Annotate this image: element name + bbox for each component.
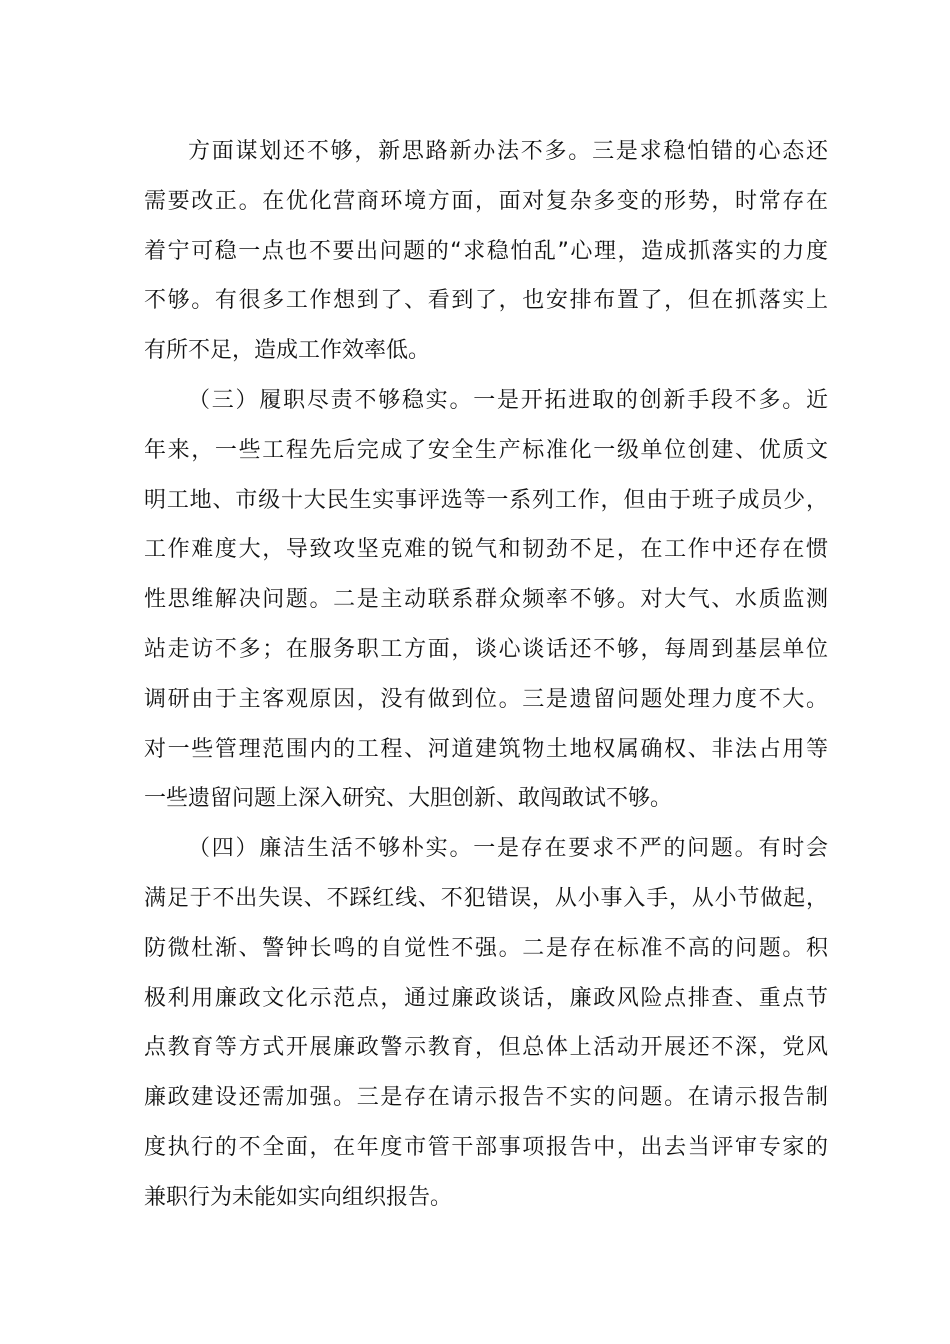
paragraph-1 — [144, 127, 828, 376]
text-line: 需要改正。在优化营商环境方面，面对复杂多变的形势，时常存在 — [144, 188, 828, 214]
paragraph-2 — [144, 376, 828, 824]
text-line: 兼职行为未能如实向组织报告。 — [144, 1184, 453, 1210]
text-line: 性思维解决问题。二是主动联系群众频率不够。对大气、水质监测 — [144, 587, 828, 613]
text-line: 有所不足，造成工作效率低。 — [144, 338, 431, 364]
text-line: 不够。有很多工作想到了、看到了，也安排布置了，但在抓落实上 — [144, 288, 828, 314]
text-line: 极利用廉政文化示范点，通过廉政谈话，廉政风险点排查、重点节 — [144, 985, 828, 1011]
text-line: 廉政建设还需加强。三是存在请示报告不实的问题。在请示报告制 — [144, 1085, 828, 1111]
text-line: 站走访不多；在服务职工方面，谈心谈话还不够，每周到基层单位 — [144, 636, 828, 662]
text-line: 度执行的不全面，在年度市管干部事项报告中，出去当评审专家的 — [144, 1134, 828, 1160]
text-line: 年来，一些工程先后完成了安全生产标准化一级单位创建、优质文 — [144, 437, 828, 463]
text-line: 对一些管理范围内的工程、河道建筑物土地权属确权、非法占用等 — [144, 736, 828, 762]
text-line: （三）履职尽责不够稳实。一是开拓进取的创新手段不多。近 — [188, 387, 828, 413]
text-line: 满足于不出失误、不踩红线、不犯错误，从小事入手，从小节做起， — [144, 885, 828, 911]
paragraph-3 — [144, 824, 828, 1222]
text-line: （四）廉洁生活不够朴实。一是存在要求不严的问题。有时会 — [188, 836, 828, 862]
text-line: 明工地、市级十大民生实事评选等一系列工作，但由于班子成员少， — [144, 487, 828, 513]
text-line: 一些遗留问题上深入研究、大胆创新、敢闯敢试不够。 — [144, 786, 673, 812]
document-body — [144, 127, 828, 1223]
text-line: 防微杜渐、警钟长鸣的自觉性不强。二是存在标准不高的问题。积 — [144, 935, 828, 961]
text-line: 调研由于主客观原因，没有做到位。三是遗留问题处理力度不大。 — [144, 686, 828, 712]
text-line: 方面谋划还不够，新思路新办法不多。三是求稳怕错的心态还 — [188, 139, 828, 164]
text-line: 着宁可稳一点也不要出问题的“求稳怕乱”心理，造成抓落实的力度 — [144, 238, 828, 264]
text-line: 工作难度大，导致攻坚克难的锐气和韧劲不足，在工作中还存在惯 — [144, 537, 828, 563]
text-line: 点教育等方式开展廉政警示教育，但总体上活动开展还不深，党风 — [144, 1035, 828, 1061]
